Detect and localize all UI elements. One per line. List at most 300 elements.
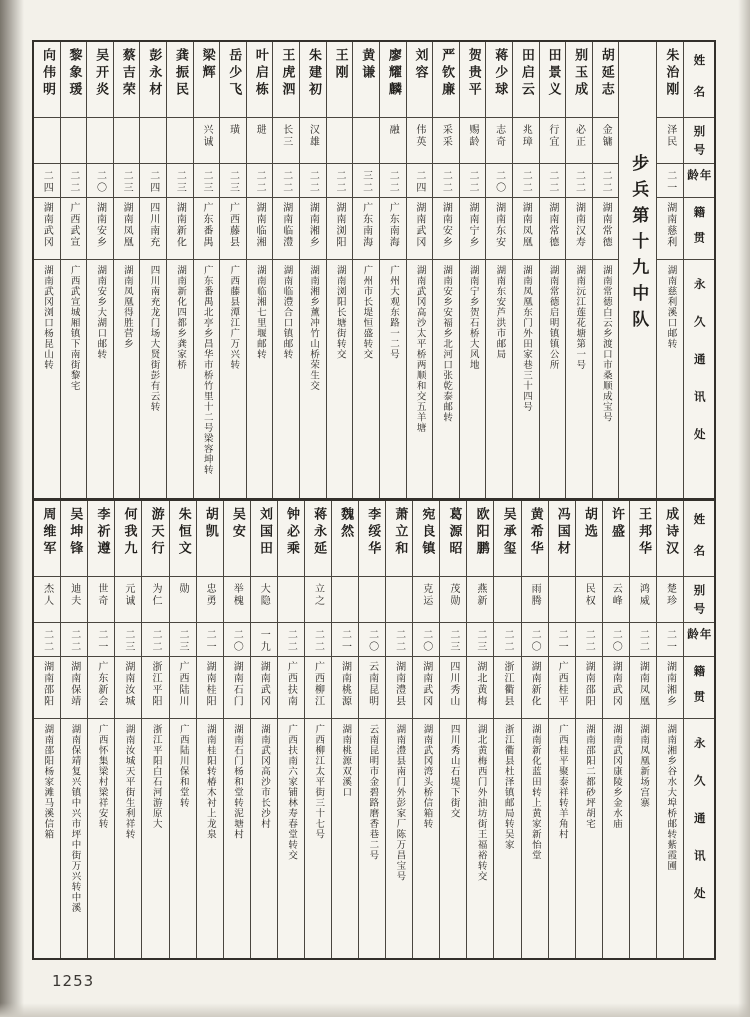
person-name-text: 田景义 [545, 48, 561, 99]
person-name-text: 严钦廉 [439, 48, 455, 99]
person-alias-text: 行宜 [546, 124, 558, 148]
person-alias-text: 长三 [280, 124, 292, 148]
person-age [566, 164, 592, 198]
person-name [407, 42, 433, 118]
person-address [278, 719, 304, 958]
person-alias [197, 577, 223, 623]
person-address [522, 719, 548, 958]
person-name-text: 成诗汉 [663, 507, 679, 558]
person-origin [87, 198, 113, 260]
person-name-text: 刘国田 [256, 507, 272, 558]
person-name [359, 501, 385, 577]
person-alias [61, 118, 87, 164]
person-age-text: 二二 [312, 629, 324, 653]
person-name [170, 501, 196, 577]
roster-table-bottom [32, 500, 716, 960]
person-name-text: 叶启栋 [252, 48, 268, 99]
person-age-text: 二三 [227, 170, 239, 194]
person-origin-text: 湖南武冈 [41, 202, 53, 248]
person-origin [170, 657, 196, 719]
person-alias-text: 志奇 [493, 124, 505, 148]
person-age-text: 一九 [258, 629, 270, 653]
person-address [407, 260, 433, 498]
person-origin-text: 湖南武冈 [258, 661, 270, 707]
person-name-text: 向伟明 [39, 48, 55, 99]
person-age [657, 623, 683, 657]
person-age-text: 二二 [573, 170, 585, 194]
person-name [278, 501, 304, 577]
person-origin [140, 198, 166, 260]
person-address-text: 湖南临湘七里堰邮转 [254, 265, 266, 360]
person-name-text: 彭永材 [146, 48, 162, 99]
person-address [380, 260, 406, 498]
person-alias [494, 577, 520, 623]
person-name [440, 501, 466, 577]
person-origin-text: 广东新会 [95, 661, 107, 707]
person-address [657, 260, 683, 498]
person-name-text: 朱恒文 [175, 507, 191, 558]
person-origin-text: 湖南慈利 [664, 202, 676, 248]
person-origin [657, 198, 683, 260]
person-alias-text: 迪夫 [68, 583, 80, 607]
person-address-text: 四川南充龙门场大贤街彭有云转 [148, 265, 160, 412]
person-alias [34, 577, 60, 623]
person-name [305, 501, 331, 577]
person-origin-text: 湖南临湘 [254, 202, 266, 248]
person-name [593, 42, 619, 118]
person-address-text: 广州大观东路一二号 [387, 265, 399, 360]
person-alias [380, 118, 406, 164]
person-name-text: 龚振民 [172, 48, 188, 99]
person-age [278, 623, 304, 657]
person-alias [593, 118, 619, 164]
person-column [326, 42, 353, 498]
person-name-text: 冯国材 [554, 507, 570, 558]
person-age-text: 二〇 [231, 629, 243, 653]
person-age [603, 623, 629, 657]
person-age-text: 二四 [147, 170, 159, 194]
person-age-text: 二二 [637, 629, 649, 653]
person-alias [359, 577, 385, 623]
header-name [684, 42, 714, 118]
person-age-text: 二〇 [529, 629, 541, 653]
person-name-text: 欧阳鹏 [473, 507, 489, 558]
person-age [467, 623, 493, 657]
person-origin-text: 湖南新化 [529, 661, 541, 707]
header-age [684, 164, 714, 198]
unit-title-text: 步兵第十九中队 [628, 154, 649, 336]
person-address [332, 719, 358, 958]
scan-edge-shadow [0, 1003, 750, 1017]
person-address-text: 广西桂平聚泰祥转羊角村 [556, 724, 568, 840]
person-origin [88, 657, 114, 719]
person-column [250, 501, 277, 958]
person-column [299, 42, 326, 498]
person-name [220, 42, 246, 118]
person-origin [566, 198, 592, 260]
person-alias [540, 118, 566, 164]
person-column [34, 42, 60, 498]
person-origin [220, 198, 246, 260]
person-origin [549, 657, 575, 719]
person-alias-text: 赐龄 [467, 124, 479, 148]
person-alias-text: 璜 [227, 124, 239, 136]
person-origin-text: 湖南武冈 [610, 661, 622, 707]
person-origin [167, 198, 193, 260]
person-name [87, 42, 113, 118]
person-alias-text: 云峰 [610, 583, 622, 607]
person-name [34, 42, 60, 118]
person-age [224, 623, 250, 657]
person-alias [413, 577, 439, 623]
person-column [521, 501, 548, 958]
person-name-text: 葛源昭 [446, 507, 462, 558]
person-name-text: 钟必乘 [284, 507, 300, 558]
header-column [683, 42, 714, 498]
person-age [170, 623, 196, 657]
person-name-text: 蒋永延 [311, 507, 327, 558]
person-origin [540, 198, 566, 260]
person-origin-text: 浙江衢县 [501, 661, 513, 707]
person-name-text: 宛良镇 [419, 507, 435, 558]
person-alias [300, 118, 326, 164]
person-age-text: 二二 [501, 629, 513, 653]
person-column [412, 501, 439, 958]
person-age [657, 164, 683, 198]
person-name [433, 42, 459, 118]
person-column [466, 501, 493, 958]
person-age-text: 二四 [413, 170, 425, 194]
person-address-text: 湖南武冈湾头桥信箱转 [421, 724, 433, 829]
person-alias [140, 118, 166, 164]
person-origin-text: 广东番禺 [200, 202, 212, 248]
person-age [140, 164, 166, 198]
person-address [566, 260, 592, 498]
person-age-text: 二三 [200, 170, 212, 194]
person-age [386, 623, 412, 657]
person-alias-text: 泽民 [664, 124, 676, 148]
person-address [251, 719, 277, 958]
person-alias [220, 118, 246, 164]
person-origin [386, 657, 412, 719]
person-alias [467, 577, 493, 623]
person-address [657, 719, 683, 958]
person-column [352, 42, 379, 498]
person-name-text: 别玉成 [572, 48, 588, 99]
person-column [141, 501, 168, 958]
person-age [167, 164, 193, 198]
person-alias-text: 杰人 [41, 583, 53, 607]
person-origin [353, 198, 379, 260]
person-column [406, 42, 433, 498]
person-name [115, 501, 141, 577]
person-alias [142, 577, 168, 623]
person-name [549, 501, 575, 577]
person-origin [278, 657, 304, 719]
person-age [413, 623, 439, 657]
person-address [194, 260, 220, 498]
person-age [115, 623, 141, 657]
person-age-text: 二二 [333, 170, 345, 194]
person-name [657, 501, 683, 577]
person-origin-text: 湖南东安 [493, 202, 505, 248]
person-name-text: 吴安 [229, 507, 245, 541]
person-alias [522, 577, 548, 623]
person-age-text: 二二 [149, 629, 161, 653]
person-name-text: 魏然 [338, 507, 354, 541]
person-alias [327, 118, 353, 164]
person-name [194, 42, 220, 118]
person-column [439, 501, 466, 958]
person-age-text: 二三 [174, 170, 186, 194]
person-address-text: 浙江平阳白石河游原大 [150, 724, 162, 829]
person-name [513, 42, 539, 118]
person-origin [305, 657, 331, 719]
person-name-text: 王虎泗 [279, 48, 295, 99]
person-age-text: 二三 [121, 170, 133, 194]
person-age [114, 164, 140, 198]
person-alias [353, 118, 379, 164]
person-age [87, 164, 113, 198]
header-address-text: 永久通讯处 [692, 278, 707, 466]
person-age-text: 二二 [285, 629, 297, 653]
person-name-text: 吴坤锋 [67, 507, 83, 558]
person-address-text: 湖南桃源双溪口 [340, 724, 352, 798]
person-origin [115, 657, 141, 719]
person-name [332, 501, 358, 577]
person-address [167, 260, 193, 498]
person-address [247, 260, 273, 498]
person-age [359, 623, 385, 657]
person-alias [566, 118, 592, 164]
person-address [467, 719, 493, 958]
person-origin-text: 湖南邵阳 [583, 661, 595, 707]
person-alias-text: 汉雄 [307, 124, 319, 148]
person-origin [407, 198, 433, 260]
person-alias-text: 楚珍 [664, 583, 676, 607]
person-name-text: 萧立和 [392, 507, 408, 558]
person-origin-text: 湖南安乡 [94, 202, 106, 248]
person-origin [433, 198, 459, 260]
person-alias-text: 克运 [420, 583, 432, 607]
person-name [88, 501, 114, 577]
header-address-text: 永久通讯处 [692, 737, 707, 925]
person-column [379, 42, 406, 498]
person-origin-text: 湖南桂阳 [204, 661, 216, 707]
person-address [34, 260, 60, 498]
person-address-text: 云南昆明市金碧路磨香巷二号 [367, 724, 379, 861]
person-origin-text: 湖南浏阳 [333, 202, 345, 248]
person-alias [114, 118, 140, 164]
person-origin-text: 湖南常德 [600, 202, 612, 248]
person-address-text: 湖南石门杨和堂转泥塘村 [231, 724, 243, 840]
person-alias-text: 民权 [583, 583, 595, 607]
person-alias [224, 577, 250, 623]
person-column [272, 42, 299, 498]
person-address [593, 260, 619, 498]
person-column [113, 42, 140, 498]
header-address [684, 719, 714, 958]
person-alias [549, 577, 575, 623]
person-column [432, 42, 459, 498]
person-origin [657, 657, 683, 719]
person-address-text: 湖南武冈康陵乡金水庙 [611, 724, 623, 829]
person-address-text: 湖南东安芦洪市邮局 [494, 265, 506, 360]
person-alias-text: 兆璋 [520, 124, 532, 148]
person-alias-text: 茂勋 [447, 583, 459, 607]
person-address-text: 湖南沅江莲花塘第一号 [574, 265, 586, 370]
person-alias [657, 577, 683, 623]
person-address [513, 260, 539, 498]
person-age [332, 623, 358, 657]
person-name [566, 42, 592, 118]
person-name [167, 42, 193, 118]
person-address-text: 湖南常德启明镇镇公所 [547, 265, 559, 370]
person-origin-text: 湖南宁乡 [467, 202, 479, 248]
header-origin [684, 198, 714, 260]
person-address-text: 广西武宣城厢镇下南街黎宅 [68, 265, 80, 391]
person-age-text: 二二 [68, 629, 80, 653]
person-address-text: 湖南邵阳杨家滩马溪信箱 [42, 724, 54, 840]
person-column [565, 42, 592, 498]
person-alias-text: 琎 [254, 124, 266, 136]
person-age [593, 164, 619, 198]
person-column [493, 501, 520, 958]
roster-table-top [32, 40, 716, 500]
person-origin-text: 广西扶南 [285, 661, 297, 707]
person-origin-text: 广东南海 [360, 202, 372, 248]
person-address-text: 广西柳江太平街三十七号 [313, 724, 325, 840]
person-origin-text: 湖南武冈 [420, 661, 432, 707]
person-age [513, 164, 539, 198]
person-age [88, 623, 114, 657]
person-name [34, 501, 60, 577]
person-alias-text: 雨腾 [529, 583, 541, 607]
person-origin [114, 198, 140, 260]
person-address-text: 湖南保靖复兴镇中兴市坪中街万兴转中溪 [69, 724, 81, 913]
person-origin-text: 四川秀山 [447, 661, 459, 707]
person-name-text: 田启云 [518, 48, 534, 99]
header-origin-text: 籍贯 [692, 665, 707, 716]
person-address [34, 719, 60, 958]
person-age-text: 三二 [360, 170, 372, 194]
person-address-text: 广州市长堤恒盛转交 [361, 265, 373, 360]
person-address-text: 湖南慈利溪口邮转 [665, 265, 677, 349]
person-origin-text: 湖南湘乡 [307, 202, 319, 248]
person-name [247, 42, 273, 118]
header-age-text: 年龄 [686, 169, 713, 184]
header-alias [684, 118, 714, 164]
person-origin-text: 湖南安乡 [440, 202, 452, 248]
person-column [114, 501, 141, 958]
unit-title-column [618, 42, 656, 498]
person-origin-text: 四川南充 [147, 202, 159, 248]
person-address [170, 719, 196, 958]
person-name-text: 蒋少球 [492, 48, 508, 99]
person-column [86, 42, 113, 498]
person-address [273, 260, 299, 498]
person-name [140, 42, 166, 118]
person-address-text: 湖南凤凰东门外田家巷三十四号 [521, 265, 532, 412]
person-alias-text: 举槐 [231, 583, 243, 607]
header-alias-text: 别号 [692, 125, 707, 162]
person-column [304, 501, 331, 958]
person-column [358, 501, 385, 958]
person-column [169, 501, 196, 958]
person-origin [300, 198, 326, 260]
person-alias [433, 118, 459, 164]
person-column [34, 501, 60, 958]
person-name-text: 梁辉 [199, 48, 215, 82]
header-name-text: 姓名 [692, 54, 707, 117]
person-address-text: 湖南新化四都乡龚家桥 [175, 265, 187, 370]
header-name-text: 姓名 [692, 513, 707, 576]
person-name-text: 李绥华 [365, 507, 381, 558]
person-name [327, 42, 353, 118]
person-column [592, 42, 619, 498]
person-age-text: 二二 [600, 170, 612, 194]
person-name [380, 42, 406, 118]
person-address-text: 湖南凤凰得胜营乡 [121, 265, 133, 349]
person-origin [593, 198, 619, 260]
person-address-text: 湖南武冈高沙太平桥两顺和交五羊塘 [414, 265, 426, 433]
person-origin-text: 湖南湘乡 [664, 661, 676, 707]
person-age-text: 二二 [440, 170, 452, 194]
person-address-text: 湖南武冈浏口杨昆山转 [42, 265, 54, 370]
person-address-text: 湖南安乡安福乡北河口张乾泰邮转 [441, 265, 453, 423]
person-age [540, 164, 566, 198]
person-origin [34, 198, 60, 260]
person-column [656, 501, 683, 958]
person-alias [251, 577, 277, 623]
person-age-text: 二二 [546, 170, 558, 194]
person-origin-text: 湖南凤凰 [520, 202, 532, 248]
person-age [407, 164, 433, 198]
person-age [522, 623, 548, 657]
person-address-text: 湖南常德白云乡渡口市桑顺成宝号 [600, 265, 612, 423]
person-address [549, 719, 575, 958]
person-age-text: 二二 [393, 629, 405, 653]
person-address-text: 湖南桂阳转椿木衬上龙泉 [204, 724, 216, 840]
person-name [522, 501, 548, 577]
person-address-text: 湖南武冈高沙市长沙村 [259, 724, 271, 829]
roster-sheet [32, 40, 716, 960]
person-name-text: 黄谦 [359, 48, 375, 82]
header-name [684, 501, 714, 577]
person-name [630, 501, 656, 577]
person-origin-text: 广西武宣 [67, 202, 79, 248]
person-alias-text: 必正 [573, 124, 585, 148]
person-address-text: 湖南澧县南门外彭家厂陈万昌宝号 [394, 724, 406, 882]
person-address [359, 719, 385, 958]
person-age-text: 二四 [41, 170, 53, 194]
person-origin-text: 湖南邵阳 [41, 661, 53, 707]
person-address-text: 广西陆川保和堂转 [177, 724, 189, 808]
person-address-text: 湖南浏阳长塘街转交 [334, 265, 346, 360]
person-age [61, 164, 87, 198]
person-origin [486, 198, 512, 260]
person-alias-text: 世奇 [95, 583, 107, 607]
person-name [603, 501, 629, 577]
person-age-text: 二一 [95, 629, 107, 653]
person-age [549, 623, 575, 657]
person-name [353, 42, 379, 118]
person-column [385, 501, 412, 958]
person-age [251, 623, 277, 657]
person-alias [407, 118, 433, 164]
person-address-text: 湖南邵阳二都砂坪胡宅 [583, 724, 595, 829]
person-origin-text: 浙江平阳 [149, 661, 161, 707]
